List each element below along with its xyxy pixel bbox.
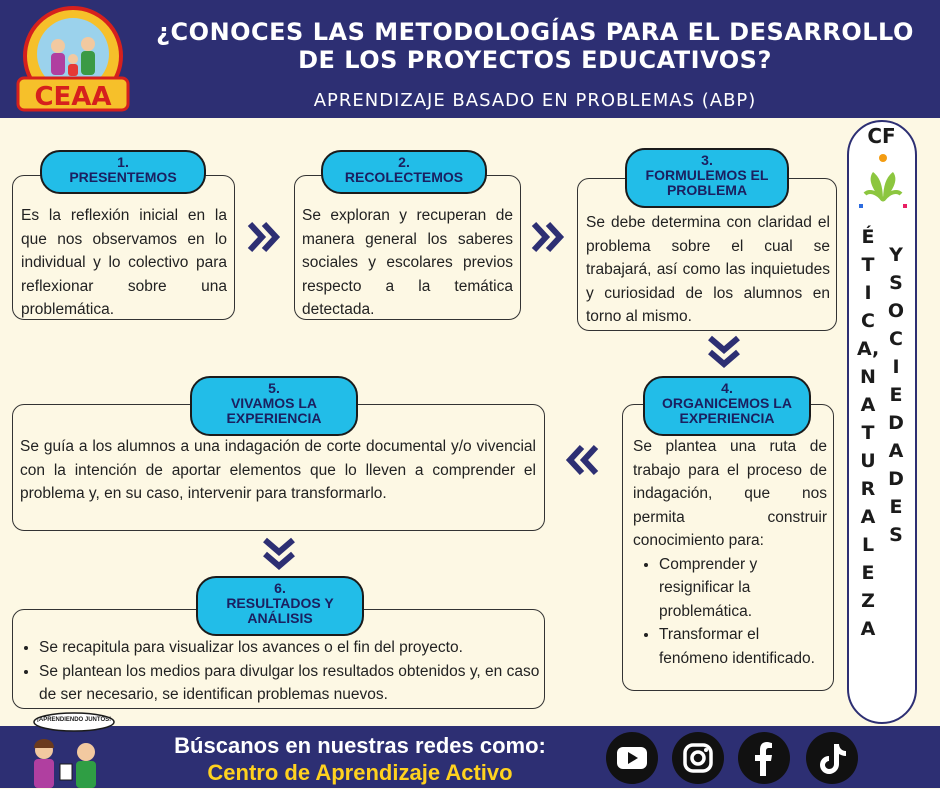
step-6-bullet: • Se recapitula para visualizar los avances o el fin del proyecto. [39,636,540,660]
tiktok-icon[interactable] [806,732,858,784]
sidebar-letter: Y [889,244,903,266]
sidebar-letter: A [888,440,904,462]
page-title: ¿CONOCES LAS METODOLOGÍAS PARA EL DESARROLLO DE LOS PROYECTOS EDUCATIVOS? [156,18,914,74]
campo-formativo-sidebar [847,120,917,724]
step-4-list [633,553,827,671]
double-chevron-down-icon [261,536,297,572]
sidebar-letter: C [861,310,875,332]
step-5-text: Se guía a los alumnos a una indagación de corte documental y/o vivencial con la intención de aportar elementos que lo lleven a comprender el problema y, en su caso, intervenir para transformarlo. [20,438,536,502]
step-6-number: 6. [274,580,286,596]
step-4-number: 4. [721,380,733,396]
sidebar-letter: T [861,254,875,276]
step-1-text: Es la reflexión inicial en la que nos observamos en lo individual y lo colectivo para reflexionar sobre una problemática. [21,207,227,318]
step-5-number: 5. [268,380,280,396]
step-6-label [196,576,364,636]
step-2-title: RECOLECTEMOS [344,169,464,185]
step-1-box [12,175,235,320]
step-3-number: 3. [701,152,713,168]
step-1-label [40,150,206,194]
sidebar-letter: C [889,328,903,350]
sidebar-letter: É [861,226,875,248]
campo-formativo-icon [855,150,911,210]
step-4-box [622,404,834,691]
step-2-box [294,175,521,320]
step-3-label [625,148,789,208]
sidebar-code: CF [867,124,896,148]
step-4-label [643,376,811,436]
sidebar-word-etica-naturaleza [857,226,879,646]
footer-line-2: Centro de Aprendizaje Activo [207,760,513,785]
step-3-title: FORMULEMOS EL PROBLEMA [645,167,769,198]
step-1-number: 1. [117,154,129,170]
sidebar-letter: A, [857,338,880,360]
sidebar-letter: N [860,366,876,388]
sidebar-letter: D [888,412,904,434]
double-chevron-right-icon [530,220,566,254]
facebook-icon[interactable] [738,732,790,784]
step-2-text: Se exploran y recuperan de manera general los saberes sociales y escolares previos respecto a la temática detectada. [302,207,513,318]
sidebar-letter: Z [861,590,875,612]
sidebar-letter: U [860,450,876,472]
step-4-bullet: • Comprender y resignificar la problemática. [659,553,827,624]
sidebar-word-y-sociedades [885,244,907,552]
sidebar-letter: S [889,272,903,294]
sidebar-letter: L [861,534,875,556]
sidebar-letter: O [887,300,905,322]
step-5-label [190,376,358,436]
sidebar-letter: R [860,478,876,500]
step-3-text: Se debe determina con claridad el problema sobre el cual se trabajará, así como las inquietudes y curiosidad de los alumnos en torno al mismo. [586,214,830,325]
step-4-bullet: • Transformar el fenómeno identificado. [659,623,827,670]
instagram-icon[interactable] [672,732,724,784]
step-6-bullet: • Se plantean los medios para divulgar los resultados obtenidos y, en caso de ser necesario, se identifican problemas nuevos. [39,660,540,707]
double-chevron-down-icon [706,334,742,370]
sidebar-letter: T [861,422,875,444]
sidebar-letter: E [889,384,903,406]
double-chevron-right-icon [246,220,282,254]
sidebar-letter: I [864,282,872,304]
sidebar-letter: E [861,562,875,584]
step-4-title: ORGANICEMOS LA EXPERIENCIA [662,395,792,426]
sidebar-letter: I [892,356,900,378]
step-5-title: VIVAMOS LA EXPERIENCIA [226,395,322,426]
step-6-list [17,636,540,707]
speech-bubble-text: ¡APRENDIENDO JUNTOS! [36,717,112,723]
step-2-number: 2. [398,154,410,170]
sidebar-letter: D [888,468,904,490]
step-4-text: Se plantea una ruta de trabajo para el proceso de indagación, que nos permita construir conocimiento para: [633,438,827,549]
sidebar-letter: A [860,618,876,640]
logo-text: CEAA [34,82,112,112]
youtube-icon[interactable] [606,732,658,784]
sidebar-letter: E [889,496,903,518]
mascot-illustration [14,712,118,788]
footer-line-1: Búscanos en nuestras redes como: [174,733,546,758]
sidebar-letter: A [860,394,876,416]
step-1-title: PRESENTEMOS [69,169,177,185]
page-subtitle: APRENDIZAJE BASADO EN PROBLEMAS (ABP) [313,90,757,111]
step-6-title: RESULTADOS Y ANÁLISIS [226,595,334,626]
ceaa-logo [10,4,136,114]
double-chevron-left-icon [566,443,602,477]
sidebar-letter: S [889,524,903,546]
sidebar-letter: A [860,506,876,528]
step-2-label [321,150,487,194]
